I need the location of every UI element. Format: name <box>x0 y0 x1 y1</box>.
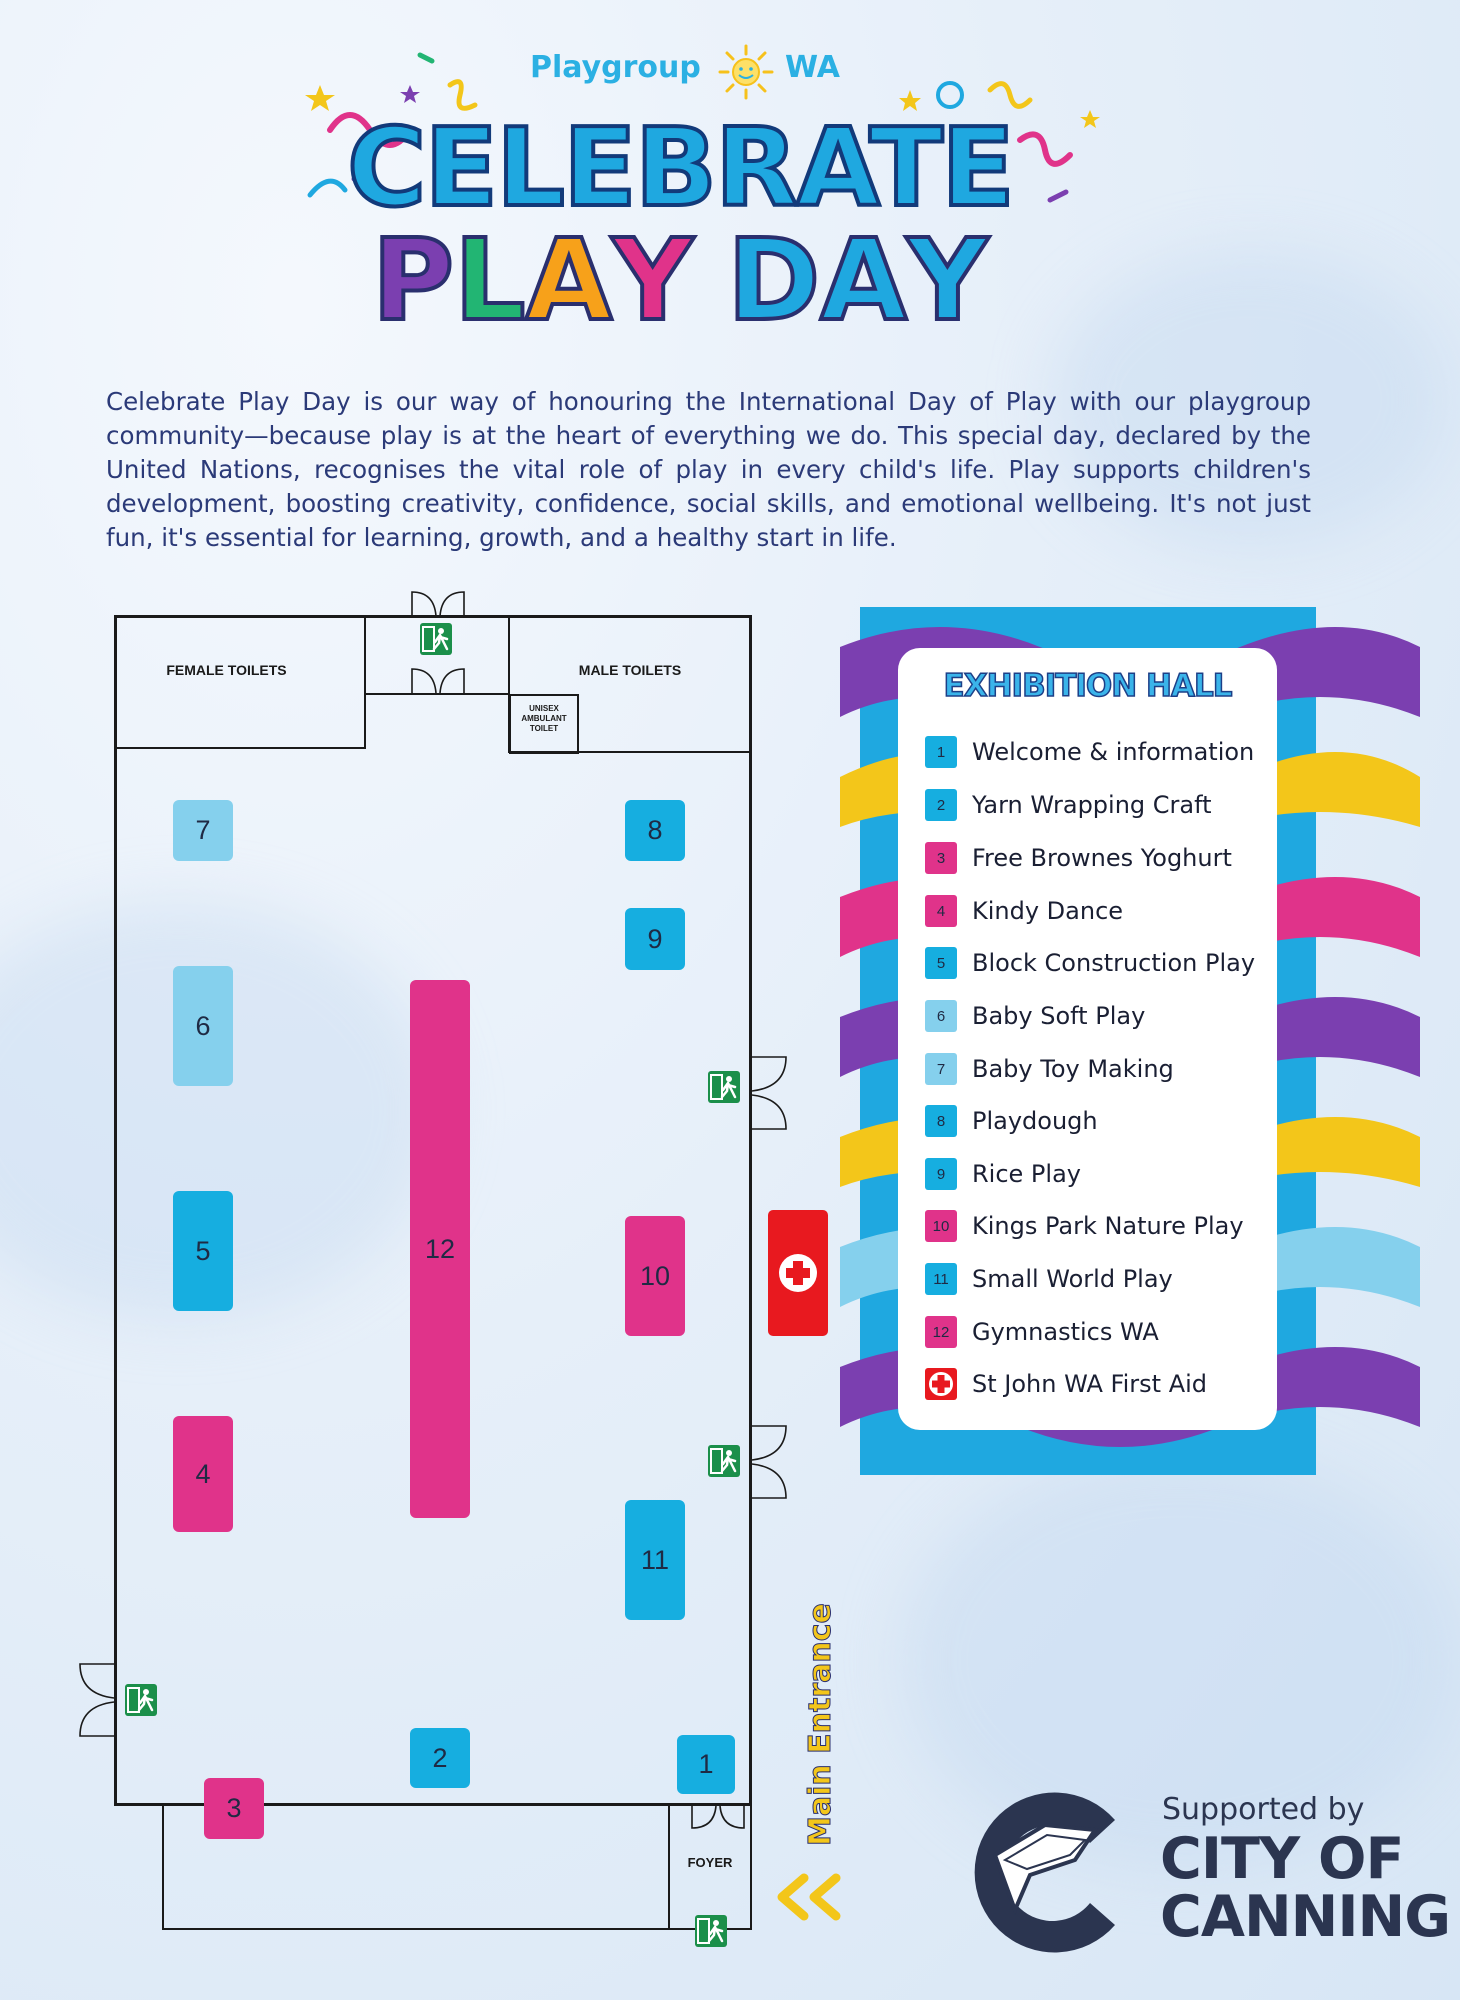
title-play-day <box>320 216 1040 346</box>
legend-label: St John WA First Aid <box>972 1370 1208 1398</box>
legend-label: Kindy Dance <box>972 897 1124 925</box>
legend-chip: 7 <box>925 1053 957 1085</box>
legend-chip: 12 <box>925 1316 957 1348</box>
emergency-exit-icon <box>708 1071 740 1103</box>
sun-icon <box>718 44 774 100</box>
legend-item <box>925 788 1212 822</box>
legend-item <box>925 1209 1244 1243</box>
foyer-label: FOYER <box>687 1855 733 1870</box>
legend-label: Playdough <box>972 1107 1098 1135</box>
title-letter: Y <box>906 216 989 346</box>
station-10[interactable]: 10 <box>625 1216 685 1336</box>
legend-chip: 1 <box>925 736 957 768</box>
station-9[interactable]: 9 <box>625 908 685 970</box>
title-letter: D <box>727 216 821 346</box>
title-letter: P <box>371 216 455 346</box>
city-of-canning-logo <box>975 1785 1135 1955</box>
legend-item <box>925 946 1255 980</box>
legend-item <box>925 1157 1081 1191</box>
legend-label: Welcome & information <box>972 738 1255 766</box>
legend-label: Free Brownes Yoghurt <box>972 844 1232 872</box>
station-4[interactable]: 4 <box>173 1416 233 1532</box>
station-6[interactable]: 6 <box>173 966 233 1086</box>
legend-chip: 9 <box>925 1158 957 1190</box>
legend-item <box>925 1262 1173 1296</box>
emergency-exit-icon <box>708 1445 740 1477</box>
legend-chip: 11 <box>925 1263 957 1295</box>
legend-item <box>925 894 1123 928</box>
supported-by-text: Supported by <box>1162 1792 1365 1827</box>
legend-chip: 3 <box>925 842 957 874</box>
legend-label: Block Construction Play <box>972 949 1256 977</box>
title-celebrate: CELEBRATE <box>347 106 1013 231</box>
station-3[interactable]: 3 <box>204 1778 264 1839</box>
brand-right-text: WA <box>785 50 840 85</box>
legend-chip: 6 <box>925 1000 957 1032</box>
station-8[interactable]: 8 <box>625 800 685 861</box>
female-toilets-room <box>114 615 366 749</box>
legend-label: Small World Play <box>972 1265 1173 1293</box>
legend-chip: 2 <box>925 789 957 821</box>
emergency-exit-icon <box>125 1684 157 1716</box>
door-left <box>76 1662 116 1738</box>
title-letter: A <box>525 216 613 346</box>
station-12[interactable]: 12 <box>410 980 470 1518</box>
title-letter: L <box>454 216 526 346</box>
station-11[interactable]: 11 <box>625 1500 685 1620</box>
legend-label: Kings Park Nature Play <box>972 1212 1244 1240</box>
first-aid-station[interactable] <box>768 1210 828 1336</box>
legend-item <box>925 999 1145 1033</box>
council-line-2: CANNING <box>1160 1884 1451 1950</box>
legend-item <box>925 735 1254 769</box>
door-top-inner <box>410 667 466 695</box>
brand-left-text: Playgroup <box>530 50 701 85</box>
male-toilets-label: MALE TOILETS <box>578 662 682 678</box>
door-foyer <box>690 1804 746 1830</box>
legend-chip <box>925 1368 957 1400</box>
legend-label: Baby Toy Making <box>972 1055 1174 1083</box>
legend-item <box>925 1104 1098 1138</box>
legend-chip: 10 <box>925 1210 957 1242</box>
title-letter: A <box>820 216 907 346</box>
main-entrance-text: Main Entrance <box>803 1603 838 1846</box>
first-aid-cross-icon <box>778 1253 818 1293</box>
playgroup-wa-logo <box>530 50 860 100</box>
legend-chip: 8 <box>925 1105 957 1137</box>
first-aid-cross-icon <box>925 1368 957 1400</box>
emergency-exit-icon <box>695 1915 727 1947</box>
city-of-canning-name <box>1160 1826 1451 1950</box>
station-1[interactable]: 1 <box>677 1735 735 1794</box>
station-2[interactable]: 2 <box>410 1728 470 1788</box>
legend-item <box>925 1367 1207 1401</box>
legend-chip: 4 <box>925 895 957 927</box>
station-5[interactable]: 5 <box>173 1191 233 1311</box>
legend-item <box>925 841 1232 875</box>
door-right-upper <box>750 1055 790 1131</box>
door-right-lower <box>750 1424 790 1500</box>
main-entrance-label <box>795 1603 845 1848</box>
legend-label: Gymnastics WA <box>972 1318 1159 1346</box>
legend-item <box>925 1052 1174 1086</box>
intro-paragraph: Celebrate Play Day is our way of honouring the International Day of Play with our playgroup community—because play is at the heart of everything we do. This special day, declared by the United Nations, recognises the vital role of play in every child's life. Play supports children's development, boosting creativity, confidence, social skills, and emotional wellbeing. It's not just fun, it's essential for learning, growth, and a healthy start in life. <box>106 387 1311 552</box>
legend-label: Baby Soft Play <box>972 1002 1146 1030</box>
legend-label: Yarn Wrapping Craft <box>972 791 1212 819</box>
emergency-exit-icon <box>420 623 452 655</box>
entrance-arrow-icon <box>768 1874 844 1920</box>
legend-title: EXHIBITION HALL <box>943 668 1232 704</box>
door-top-outer <box>410 590 466 618</box>
legend-item <box>925 1315 1159 1349</box>
female-toilets-label: FEMALE TOILETS <box>166 662 287 678</box>
legend-label: Rice Play <box>972 1160 1081 1188</box>
council-line-1: CITY OF <box>1160 1826 1404 1892</box>
title-letter: Y <box>612 216 694 346</box>
legend-chip: 5 <box>925 947 957 979</box>
unisex-toilet-label: UNISEX AMBULANT TOILET <box>521 704 567 733</box>
station-7[interactable]: 7 <box>173 800 233 861</box>
